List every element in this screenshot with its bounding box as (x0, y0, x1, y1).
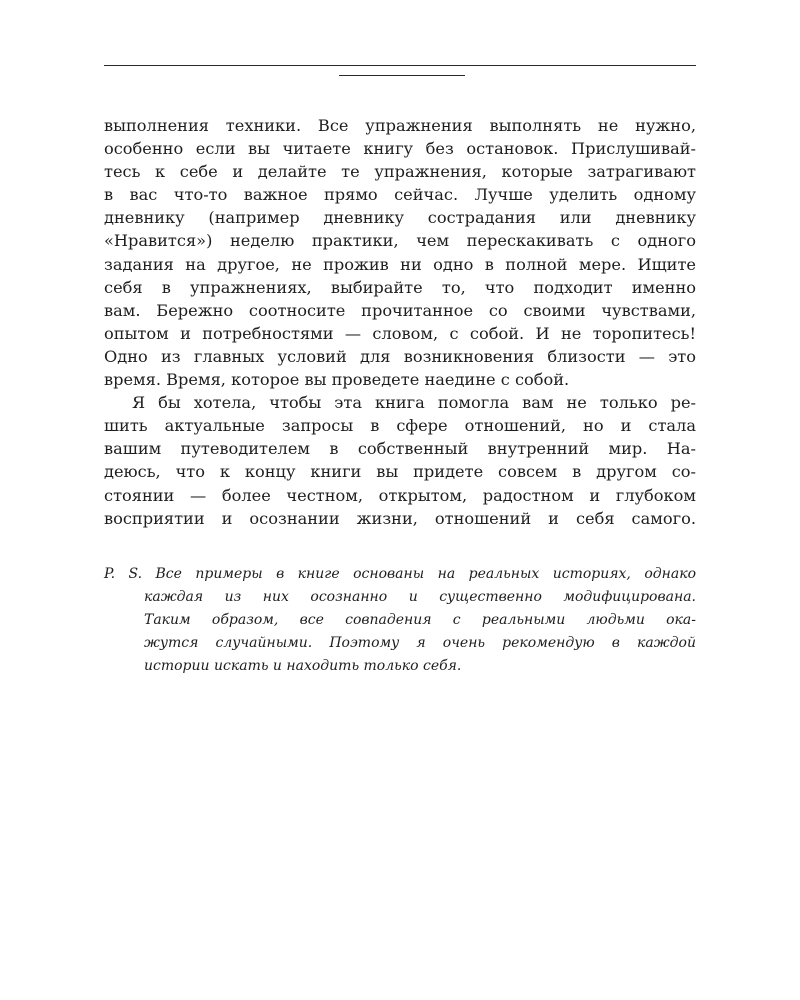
text-line: задания на другое, не прожив ни одно в полной мере. Ищите (104, 254, 696, 274)
text-line: особенно если вы читаете книгу без остановок. Прислушивай- (104, 139, 696, 159)
text-line: выполнения техники. Все упражнения выполнять не нужно, (104, 116, 696, 135)
paragraph-1 (104, 114, 696, 391)
postscript-note (104, 563, 696, 678)
postscript-line: каждая из них осознанно и существенно модифицирована. (144, 589, 696, 605)
body-text (104, 114, 696, 530)
text-line: Одно из главных условий для возникновения близости — это (104, 346, 696, 366)
text-line: шить актуальные запросы в сфере отношений, но и стала (104, 416, 696, 436)
text-line: деюсь, что к концу книги вы придете совсем в другом со- (104, 462, 696, 482)
postscript-line: Таким образом, все совпадения с реальными людьми ока- (144, 612, 696, 628)
header-rule (104, 65, 696, 66)
postscript-line: жутся случайными. Поэтому я очень рекомендую в каждой (144, 635, 696, 651)
text-line: время. Время, которое вы проведете наедине с собой. (104, 370, 570, 390)
text-line: опытом и потребностями — словом, с собой. И не торопитесь! (104, 323, 696, 343)
text-line: себя в упражнениях, выбирайте то, что подходит именно (104, 277, 696, 297)
text-line: «Нравится») неделю практики, чем перескакивать с одного (104, 231, 696, 251)
postscript-line: истории искать и находить только себя. (144, 658, 462, 674)
text-line: стоянии — более честном, открытом, радостном и глубоком (104, 485, 696, 505)
text-line: восприятии и осознании жизни, отношений и себя самого. (104, 508, 696, 528)
text-line: вам. Бережно соотносите прочитанное со своими чувствами, (104, 300, 696, 320)
paragraph-2 (104, 391, 696, 530)
text-line: Я бы хотела, чтобы эта книга помогла вам не только ре- (132, 393, 696, 413)
text-line: тесь к себе и делайте те упражнения, которые затрагивают (104, 162, 696, 182)
text-line: вашим путеводителем в собственный внутренний мир. На- (104, 439, 696, 459)
header-short-rule (339, 75, 465, 76)
text-line: в вас что-то важное прямо сейчас. Лучше уделить одному (104, 185, 696, 205)
postscript-line: P. S. Все примеры в книге основаны на реальных историях, однако (104, 566, 696, 582)
text-line: дневнику (например дневнику сострадания или дневнику (104, 208, 696, 228)
